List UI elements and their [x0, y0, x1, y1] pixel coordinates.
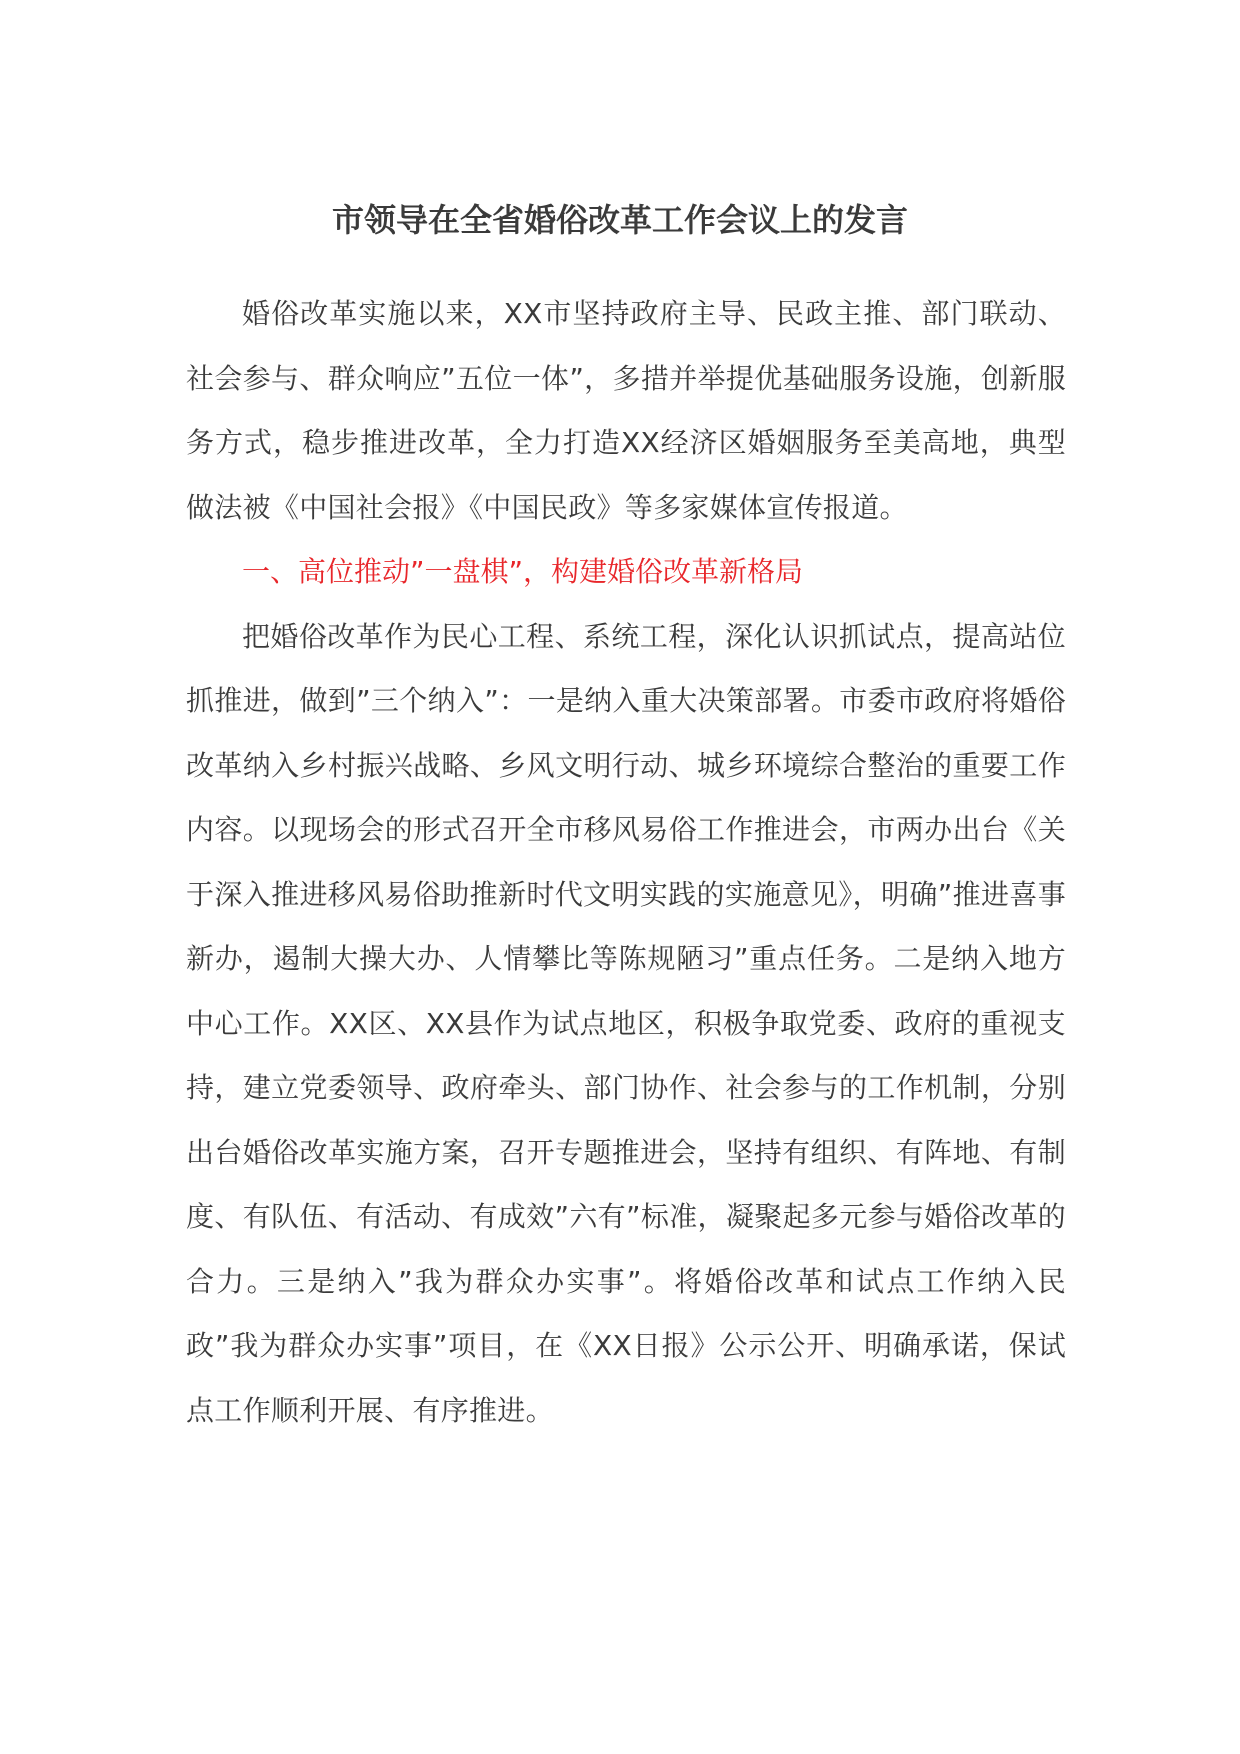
- section-paragraph: 把婚俗改革作为民心工程、系统工程，深化认识抓试点，提高站位抓推进，做到”三个纳入”：一是纳入重大决策部署。市委市政府将婚俗改革纳入乡村振兴战略、乡风文明行动、城乡环境综合整治的重要工作内容。以现场会的形式召开全市移风易俗工作推进会，市两办出台《关于深入推进移风易俗助推新时代文明实践的实施意见》，明确”推进喜事新办，遏制大操大办、人情攀比等陈规陋习”重点任务。二是纳入地方中心工作。XX区、XX县作为试点地区，积极争取党委、政府的重视支持，建立党委领导、政府牵头、部门协作、社会参与的工作机制，分别出台婚俗改革实施方案，召开专题推进会，坚持有组织、有阵地、有制度、有队伍、有活动、有成效”六有”标准，凝聚起多元参与婚俗改革的合力。三是纳入”我为群众办实事”。将婚俗改革和试点工作纳入民政”我为群众办实事”项目，在《XX日报》公示公开、明确承诺，保试点工作顺利开展、有序推进。: [186, 619, 1066, 1427]
- document-title: 市领导在全省婚俗改革工作会议上的发言: [331, 201, 908, 239]
- intro-paragraph: 婚俗改革实施以来，XX市坚持政府主导、民政主推、部门联动、社会参与、群众响应”五位一体”，多措并举提优基础服务设施，创新服务方式，稳步推进改革，全力打造XX经济区婚姻服务至美高地，典型做法被《中国社会报》《中国民政》等多家媒体宣传报道。: [186, 297, 1066, 524]
- document-body: [186, 282, 1066, 1443]
- section-heading: 一、高位推动”一盘棋”，构建婚俗改革新格局: [242, 555, 804, 588]
